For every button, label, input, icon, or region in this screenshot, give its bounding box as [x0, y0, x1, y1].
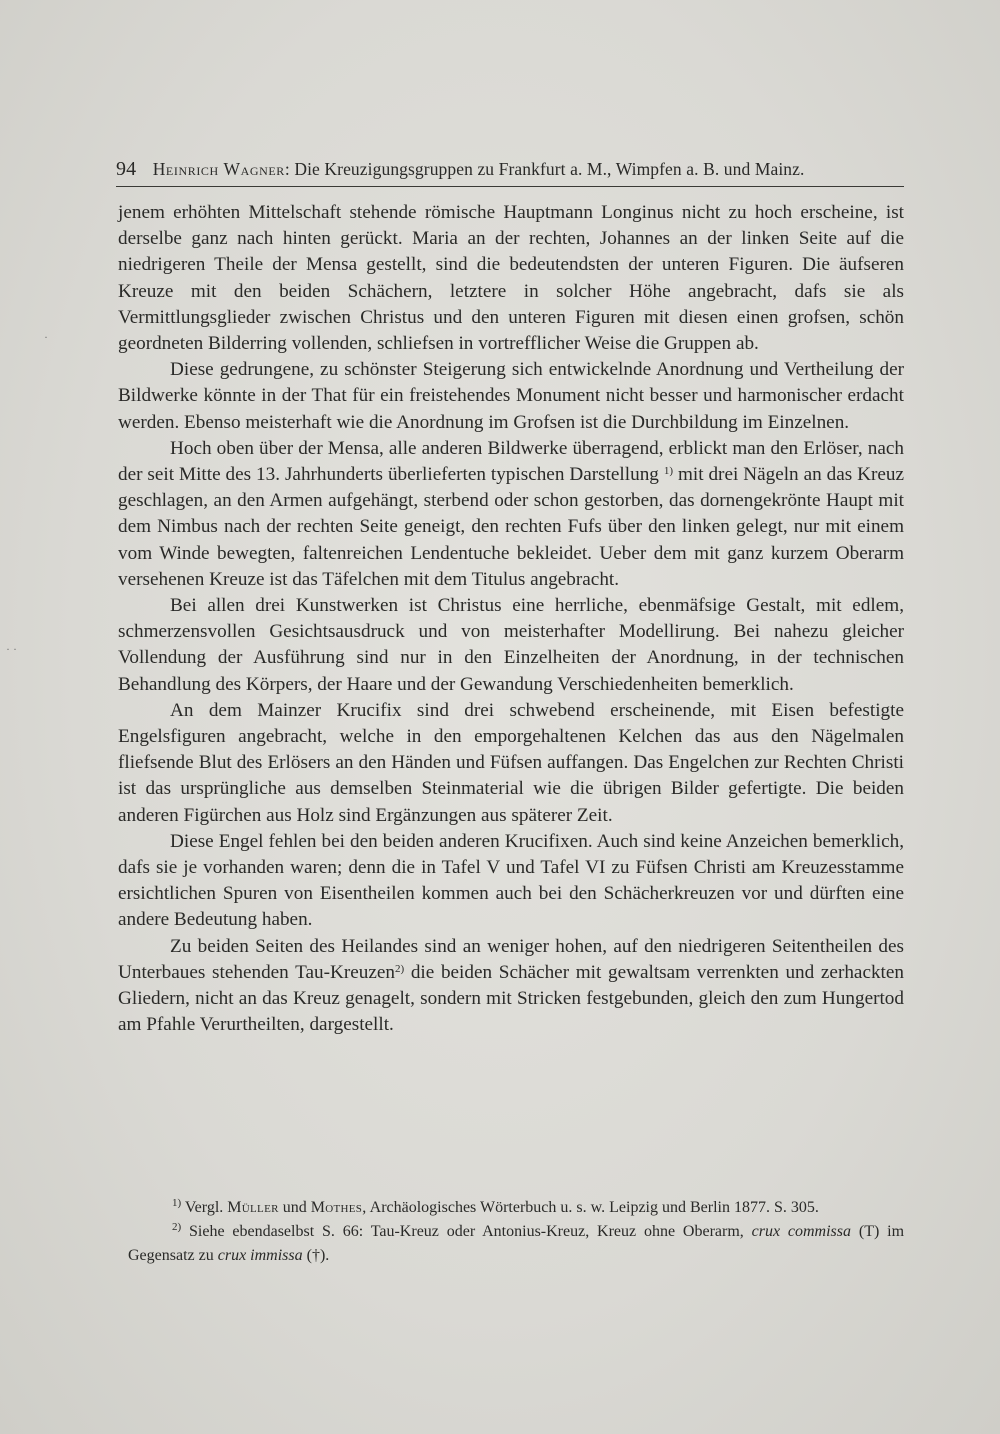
footnote-mark-2: 2): [172, 1221, 182, 1233]
header-author: Heinrich Wagner: [152, 159, 285, 179]
footnote-text: Vergl.: [184, 1199, 224, 1216]
footnote-author: Müller: [227, 1199, 279, 1216]
body-text: [118, 200, 904, 1039]
tau-cross-symbol: (T): [858, 1223, 880, 1240]
header-title: Die Kreuzigungsgruppen zu Frankfurt a. M., Wimpfen a. B. und Mainz.: [294, 159, 805, 179]
paragraph: An dem Mainzer Krucifix sind drei schwebend erscheinende, mit Eisen befestigte Engelsfiguren angebracht, welche in den emporgehaltenen Kelchen das aus den Nägelmalen fliefsende Blut des Erlösers an den Händen und Füfsen auffangen. Das Engelchen zur Rechten Christi ist das ursprüngliche aus demselben Steinmaterial wie die übrigen Bilder gefertigte. Die beiden anderen Figürchen aus Holz sind Ergänzungen aus späterer Zeit.: [118, 699, 904, 826]
paragraph: jenem erhöhten Mittelschaft stehende römische Hauptmann Longinus nicht zu hoch erscheine, ist derselbe ganz nach hinten gerückt. Maria an der rechten, Johannes an der linken Seite auf die niedrigeren Theile der Mensa gestellt, sind die bedeutendsten der unteren Figuren. Die äufseren Kreuze mit den beiden Schächern, letztere in solcher Höhe angebracht, dafs sie als Vermittlungsglieder zwischen Christus und den unteren Figuren mit diesen einen grofsen, schön geordneten Bilderring vollenden, schliefsen in vortrefflicher Weise die Gruppen ab.: [118, 202, 904, 355]
scan-speck: · ·: [6, 642, 17, 656]
scan-speck: ·: [44, 330, 48, 344]
footnote-2: [128, 1220, 904, 1268]
paragraph-text: Zu beiden Seiten des Heilandes sind an weniger hohen, auf den niedrigeren Seitentheilen des Unterbaues stehenden Tau-Kreuzen: [118, 935, 904, 983]
paragraph: [118, 934, 904, 1039]
paragraph: [118, 436, 904, 593]
footnote-text: Siehe ebendaselbst S. 66: Tau-Kreuz oder Antonius-Kreuz, Kreuz ohne Oberarm,: [189, 1223, 744, 1240]
footnotes: [128, 1196, 904, 1268]
paragraph-text: Hoch oben über der Mensa, alle anderen Bildwerke überragend, erblickt man den Erlöser, nach der seit Mitte des 13. Jahrhunderts überlieferten typischen Darstellung: [118, 437, 904, 486]
footnote-text: und: [282, 1199, 307, 1216]
page-number: 94: [116, 158, 137, 180]
paragraph: Diese Engel fehlen bei den beiden anderen Krucifixen. Auch sind keine Anzeichen bemerklich, dafs sie je vorhanden waren; denn die in Tafel V und Tafel VI zu Füfsen Christi am Kreuzesstamme ersichtlichen Spuren von Eisentheilen kommen auch bei den Schächerkreuzen vor und dürften eine andere Bedeutung haben.: [118, 830, 904, 931]
header-separator: :: [284, 159, 290, 179]
footnote-ref-1[interactable]: 1): [663, 465, 673, 478]
footnote-author: Mothes,: [310, 1199, 367, 1216]
footnote-ref-2[interactable]: 2): [394, 962, 405, 975]
footnote-mark-1: 1): [172, 1197, 182, 1209]
footnote-text: Archäologisches Wörterbuch u. s. w. Leipzig und Berlin 1877. S. 305.: [369, 1199, 819, 1216]
paragraph-text: die beiden Schächer mit gewaltsam verrenkten und zerhackten Gliedern, nicht an das Kreuz genagelt, sondern mit Stricken festgebunden, gleich den zum Hungertod am Pfahle Verurtheilten, dargestellt.: [118, 961, 905, 1036]
running-header: [116, 158, 904, 181]
paragraph: Bei allen drei Kunstwerken ist Christus eine herrliche, ebenmäfsige Gestalt, mit edlem, schmerzensvollen Gesichtsausdruck und von meisterhafter Modellirung. Bei nahezu gleicher Vollendung der Ausführung sind nur in den Einzelheiten der Anordnung, in der technischen Behandlung des Körpers, der Haare und der Gewandung Verschiedenheiten bemerklich.: [118, 595, 904, 695]
footnote-text: im Gegensatz zu: [128, 1223, 905, 1264]
footnote-1: [128, 1196, 904, 1220]
latin-cross-symbol: (†).: [306, 1247, 330, 1264]
footnote-term: crux immissa: [217, 1247, 303, 1264]
header-rule: [116, 186, 904, 187]
footnote-term: crux commissa: [751, 1223, 852, 1240]
paragraph-text: mit drei Nägeln an das Kreuz geschlagen, an den Armen aufgehängt, sterbend oder schon gestorben, das dornengekrönte Haupt mit dem Nimbus nach der rechten Seite geneigt, den rechten Fufs über den linken gelegt, nur mit einem vom Winde bewegten, faltenreichen Lendentuche bekleidet. Ueber dem mit ganz kurzem Oberarm versehenen Kreuze ist das Täfelchen mit dem Titulus angebracht.: [118, 464, 905, 590]
paragraph: Diese gedrungene, zu schönster Steigerung sich entwickelnde Anordnung und Vertheilung der Bildwerke könnte in der That für ein freistehendes Monument nicht besser und harmonischer erdacht werden. Ebenso meisterhaft wie die Anordnung im Grofsen ist die Durchbildung im Einzelnen.: [118, 359, 904, 433]
